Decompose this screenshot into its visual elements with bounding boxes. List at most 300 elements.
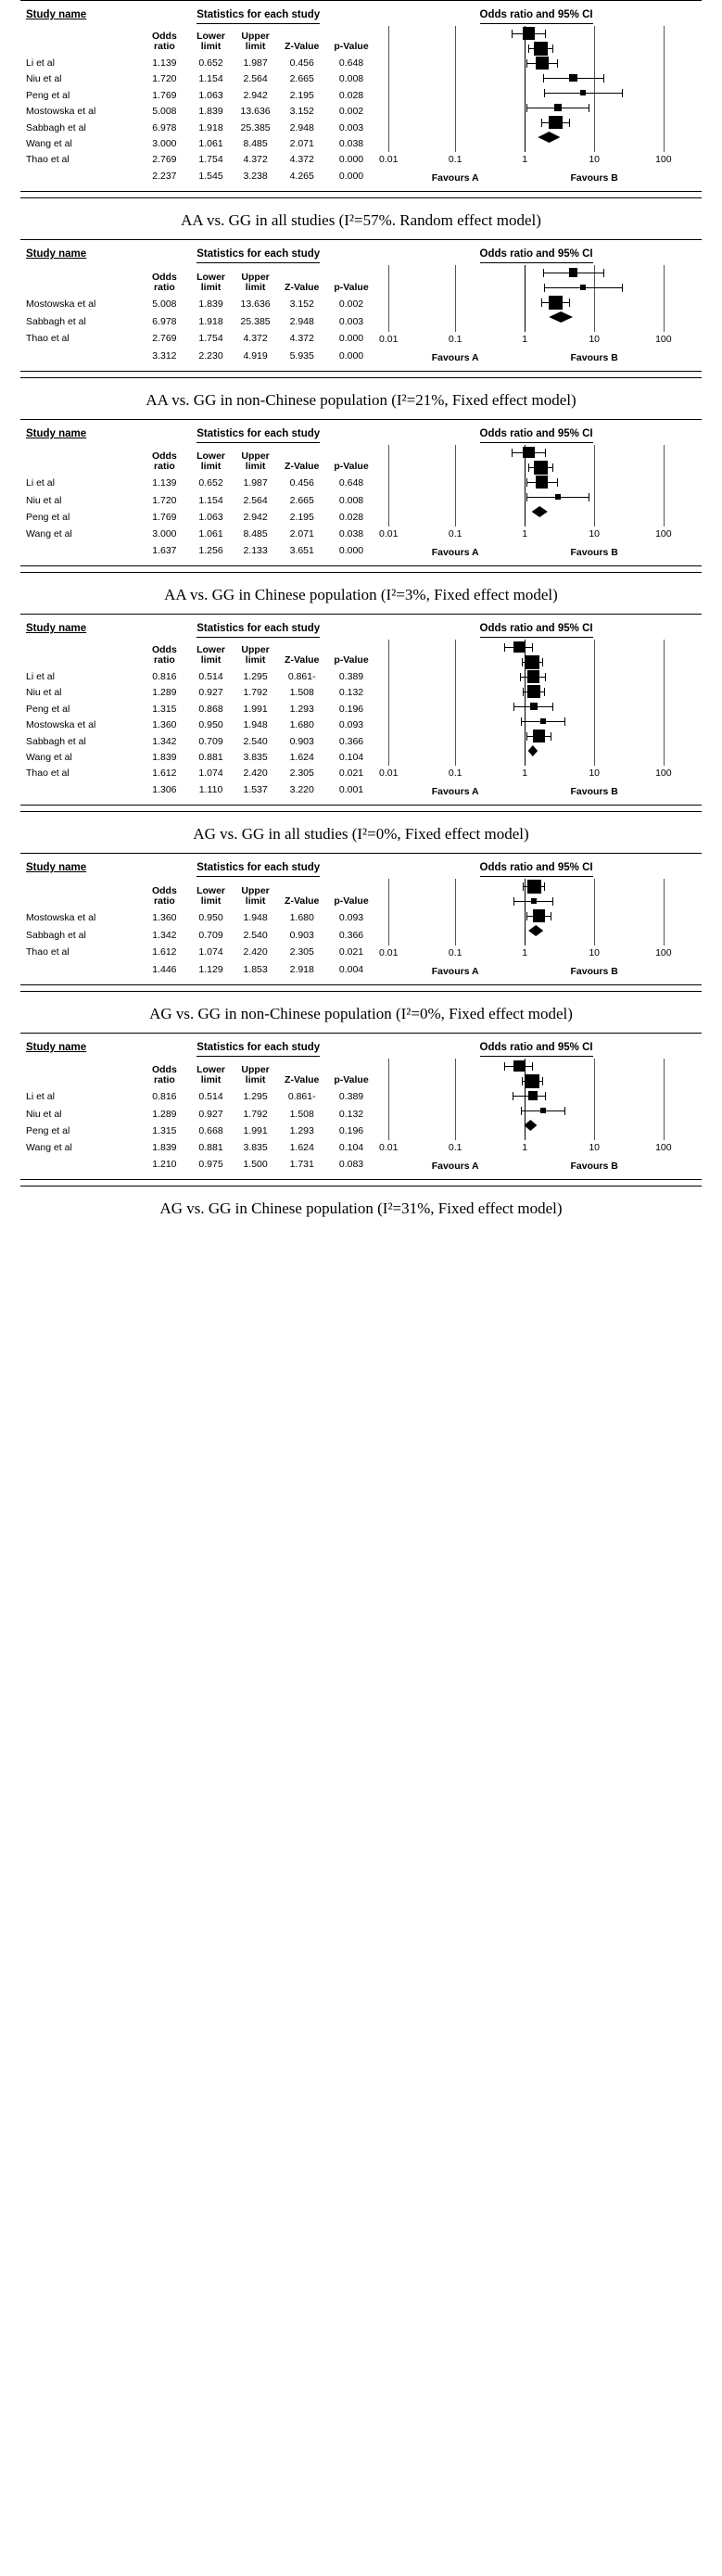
upper-limit-cell: 3.835 [243, 1141, 268, 1153]
upper-limit-cell: 25.385 [240, 121, 271, 133]
table-header-row [26, 1, 696, 22]
summary-z-value: 3.220 [289, 784, 314, 795]
subheader-limit: limit [200, 895, 222, 907]
subheader-lower: Lower [196, 271, 225, 283]
summary-diamond [524, 1120, 537, 1131]
axis-tick-label: 1 [522, 334, 528, 345]
axis-gridline [455, 879, 456, 945]
subheader-limit-upper: limit [245, 41, 266, 53]
upper-limit-cell: 2.564 [243, 73, 268, 85]
table-subheader-row [26, 875, 696, 907]
odds-ratio-cell: 1.612 [152, 946, 177, 958]
odds-ratio-cell: 1.769 [152, 511, 177, 523]
ci-cap [526, 104, 527, 112]
subheader-lower: Lower [196, 644, 225, 656]
header-odds-ratio-ci: Odds ratio and 95% CI [480, 1042, 593, 1057]
ci-cap [564, 1107, 565, 1115]
ci-cap [512, 449, 513, 457]
p-value-cell: 0.132 [338, 687, 364, 699]
upper-limit-cell: 1.792 [243, 1108, 268, 1120]
upper-limit-cell: 3.835 [243, 752, 268, 763]
header-study-name: Study name [26, 428, 87, 439]
p-value-cell: 0.132 [338, 1108, 364, 1120]
z-value-cell: 1.624 [289, 752, 314, 763]
summary-odds-ratio: 1.637 [152, 545, 177, 556]
subheader-z-value: Z-Value [285, 654, 320, 666]
summary-lower-limit: 1.129 [198, 964, 223, 975]
subheader-ratio: ratio [154, 281, 175, 293]
subheader-odds: Odds [151, 644, 177, 656]
study-name-cell: Mostowska et al [26, 298, 96, 311]
summary-odds-ratio: 3.312 [152, 350, 177, 362]
effect-size-marker [527, 685, 540, 698]
table-subheader-row [26, 22, 696, 52]
header-statistics: Statistics for each study [196, 1042, 320, 1057]
ci-cap [569, 119, 570, 127]
effect-size-marker [569, 74, 577, 82]
subheader-p-value: p-Value [334, 895, 369, 907]
header-odds-ratio-ci: Odds ratio and 95% CI [480, 862, 593, 877]
axis-gridline [525, 1059, 526, 1140]
header-statistics: Statistics for each study [196, 428, 320, 443]
upper-limit-cell: 1.948 [243, 912, 268, 924]
lower-limit-cell: 1.754 [198, 154, 223, 166]
forest-plot-aa-gg-all [20, 0, 702, 198]
axis-tick-row [379, 334, 672, 347]
axis-gridline [594, 1059, 595, 1140]
effect-size-marker [533, 730, 545, 742]
axis-gridline [455, 265, 456, 332]
odds-ratio-cell: 6.978 [152, 121, 177, 133]
table-header-row [26, 1034, 696, 1055]
odds-ratio-cell: 1.612 [152, 768, 177, 780]
z-value-cell: 2.948 [289, 121, 314, 133]
axis-gridline [594, 265, 595, 332]
effect-size-marker [534, 42, 548, 56]
z-value-cell: 1.680 [289, 912, 314, 924]
subheader-lower: Lower [196, 450, 225, 463]
forest-graph [386, 445, 664, 527]
summary-p-value: 0.000 [338, 350, 364, 362]
odds-ratio-cell: 1.720 [152, 494, 177, 506]
axis-gridline [455, 26, 456, 152]
odds-ratio-cell: 1.769 [152, 89, 177, 101]
upper-limit-cell: 1.987 [243, 57, 268, 69]
summary-z-value: 2.918 [289, 964, 314, 975]
table-subheader-row [26, 636, 696, 666]
axis-tick-label: 10 [589, 947, 601, 958]
p-value-cell: 0.104 [338, 1141, 364, 1153]
ci-cap [545, 1092, 546, 1100]
lower-limit-cell: 0.514 [198, 1091, 223, 1103]
favours-row [386, 352, 664, 369]
p-value-cell: 0.093 [338, 912, 364, 924]
p-value-cell: 0.008 [338, 494, 364, 506]
lower-limit-cell: 0.709 [198, 735, 223, 747]
subheader-limit-upper: limit [245, 281, 266, 293]
forest-plot-block [0, 0, 722, 239]
ci-cap [526, 493, 527, 501]
ci-cap [544, 284, 545, 292]
ci-cap [569, 298, 570, 307]
axis-tick-label: 0.1 [448, 947, 462, 958]
study-name-cell: Thao et al [26, 154, 70, 166]
study-name-cell: Wang et al [26, 527, 72, 539]
axis-tick-label: 1 [522, 528, 528, 539]
axis-tick-label: 100 [655, 334, 672, 345]
forest-graph [386, 879, 664, 945]
summary-z-value: 5.935 [289, 350, 314, 362]
meta-analysis-table [26, 1, 696, 189]
header-odds-ratio-ci: Odds ratio and 95% CI [480, 428, 593, 443]
lower-limit-cell: 1.754 [198, 333, 223, 345]
p-value-cell: 0.000 [338, 333, 364, 345]
ci-cap [521, 717, 522, 726]
odds-ratio-cell: 1.360 [152, 719, 177, 731]
ci-cap [603, 269, 604, 277]
study-name-cell: Peng et al [26, 1124, 70, 1136]
axis-tick-label: 0.01 [379, 528, 399, 539]
effect-size-marker [530, 703, 538, 710]
summary-label [26, 165, 140, 182]
ci-cap [544, 89, 545, 97]
ci-cap [544, 688, 545, 696]
favours-a-label: Favours A [431, 786, 479, 797]
study-name-cell: Niu et al [26, 687, 62, 699]
axis-tick-label: 1 [522, 1142, 528, 1153]
study-name-cell: Sabbagh et al [26, 735, 86, 747]
p-value-cell: 0.648 [338, 57, 364, 69]
summary-p-value: 0.000 [338, 545, 364, 556]
upper-limit-cell: 1.295 [243, 1091, 268, 1103]
axis-tick-label: 0.1 [448, 334, 462, 345]
summary-diamond [528, 925, 543, 936]
axis-tick-row [379, 947, 672, 960]
effect-size-marker [549, 296, 563, 310]
upper-limit-cell: 8.485 [243, 527, 268, 539]
subheader-lower: Lower [196, 884, 225, 896]
summary-lower-limit: 2.230 [198, 350, 223, 362]
p-value-cell: 0.021 [338, 946, 364, 958]
upper-limit-cell: 2.942 [243, 89, 268, 101]
subheader-z-value: Z-Value [285, 895, 320, 907]
summary-upper-limit: 1.853 [243, 964, 268, 975]
z-value-cell: 4.372 [289, 154, 314, 166]
axis-tick-label: 0.01 [379, 768, 399, 779]
meta-analysis-table [26, 854, 696, 983]
favours-b-label: Favours B [570, 966, 618, 977]
effect-size-marker [554, 104, 563, 112]
odds-ratio-cell: 1.360 [152, 912, 177, 924]
ci-cap [526, 59, 527, 68]
odds-ratio-cell: 1.289 [152, 1108, 177, 1120]
lower-limit-cell: 0.927 [198, 1108, 223, 1120]
forest-plot-aa-gg-chinese [20, 419, 702, 573]
subheader-ratio: ratio [154, 654, 175, 666]
odds-ratio-cell: 3.000 [152, 138, 177, 149]
forest-plot-block [0, 419, 722, 614]
p-value-cell: 0.093 [338, 719, 364, 731]
axis-gridline [664, 640, 665, 766]
axis-gridline [664, 1059, 665, 1140]
summary-diamond [528, 745, 538, 756]
p-value-cell: 0.389 [338, 1091, 364, 1103]
header-odds-ratio-ci: Odds ratio and 95% CI [480, 623, 593, 638]
summary-upper-limit: 1.537 [243, 784, 268, 795]
favours-a-label: Favours A [431, 352, 479, 363]
upper-limit-cell: 2.942 [243, 511, 268, 523]
axis-gridline [388, 879, 389, 945]
subheader-upper: Upper [241, 271, 270, 283]
subheader-limit: limit [200, 281, 222, 293]
summary-p-value: 0.001 [338, 784, 364, 795]
axis-gridline [388, 26, 389, 152]
axis-tick-label: 1 [522, 154, 528, 165]
effect-size-marker [527, 880, 541, 894]
header-statistics: Statistics for each study [196, 248, 320, 263]
ci-cap [513, 703, 514, 711]
lower-limit-cell: 1.918 [198, 121, 223, 133]
figure-caption: AG vs. GG in all studies (I²=0%, Fixed effect model) [193, 825, 529, 843]
study-name-cell: Li et al [26, 57, 55, 69]
axis-tick-label: 0.01 [379, 947, 399, 958]
header-statistics: Statistics for each study [196, 862, 320, 877]
ci-cap [557, 59, 558, 68]
axis-tick-label: 0.01 [379, 334, 399, 345]
forest-plot-aa-gg-nonchinese [20, 239, 702, 378]
meta-analysis-table [26, 240, 696, 369]
summary-lower-limit: 1.545 [198, 171, 223, 182]
axis-tick-label: 1 [522, 768, 528, 779]
header-study-name: Study name [26, 623, 87, 634]
axis-gridline [664, 879, 665, 945]
odds-ratio-cell: 1.720 [152, 73, 177, 85]
upper-limit-cell: 13.636 [240, 106, 271, 118]
table-bottom-rule [20, 197, 702, 198]
summary-label [26, 779, 140, 795]
odds-ratio-cell: 1.839 [152, 1141, 177, 1153]
upper-limit-cell: 4.372 [243, 154, 268, 166]
favours-row [386, 172, 664, 189]
lower-limit-cell: 0.652 [198, 57, 223, 69]
favours-b-label: Favours B [570, 786, 618, 797]
ci-cap [528, 44, 529, 53]
upper-limit-cell: 2.420 [243, 946, 268, 958]
effect-size-marker [526, 1074, 539, 1088]
lower-limit-cell: 0.950 [198, 719, 223, 731]
table-subheader-row [26, 261, 696, 293]
favours-a-label: Favours A [431, 547, 479, 558]
header-odds-ratio-ci: Odds ratio and 95% CI [480, 9, 593, 24]
z-value-cell: 2.665 [289, 494, 314, 506]
favours-row [386, 547, 664, 564]
lower-limit-cell: 0.927 [198, 687, 223, 699]
effect-size-marker [580, 90, 586, 95]
lower-limit-cell: 0.881 [198, 752, 223, 763]
ci-cap [545, 30, 546, 38]
ci-cap [504, 643, 505, 652]
subheader-upper: Upper [241, 644, 270, 656]
study-name-cell: Thao et al [26, 946, 70, 958]
odds-ratio-cell: 0.816 [152, 670, 177, 682]
lower-limit-cell: 1.074 [198, 946, 223, 958]
summary-label [26, 958, 140, 975]
table-bottom-rule [20, 377, 702, 378]
subheader-upper: Upper [241, 1064, 270, 1076]
p-value-cell: 0.000 [338, 154, 364, 166]
axis-tick-label: 100 [655, 154, 672, 165]
subheader-odds: Odds [151, 450, 177, 463]
forest-graph [386, 26, 664, 152]
summary-diamond [549, 311, 573, 323]
ci-cap [521, 1107, 522, 1115]
effect-size-marker [533, 909, 545, 921]
axis-tick-label: 100 [655, 1142, 672, 1153]
p-value-cell: 0.008 [338, 73, 364, 85]
forest-plot-block [0, 853, 722, 1033]
p-value-cell: 0.028 [338, 89, 364, 101]
subheader-upper: Upper [241, 31, 270, 43]
figure-caption: AA vs. GG in all studies (I²=57%. Random effect model) [181, 211, 541, 229]
summary-z-value: 3.651 [289, 545, 314, 556]
subheader-upper: Upper [241, 450, 270, 463]
summary-odds-ratio: 1.210 [152, 1159, 177, 1170]
study-name-cell: Peng et al [26, 89, 70, 101]
table-bottom-rule [20, 811, 702, 812]
header-statistics: Statistics for each study [196, 623, 320, 638]
study-name-cell: Thao et al [26, 768, 70, 780]
ci-cap [564, 717, 565, 726]
upper-limit-cell: 1.792 [243, 687, 268, 699]
lower-limit-cell: 1.839 [198, 106, 223, 118]
subheader-z-value: Z-Value [285, 41, 320, 53]
odds-ratio-cell: 0.816 [152, 1091, 177, 1103]
subheader-lower: Lower [196, 1064, 225, 1076]
ci-cap [523, 882, 524, 891]
axis-tick-label: 0.1 [448, 154, 462, 165]
upper-limit-cell: 2.540 [243, 929, 268, 941]
table-subheader-row [26, 1055, 696, 1085]
p-value-cell: 0.003 [338, 121, 364, 133]
ci-cap [520, 673, 521, 681]
odds-ratio-cell: 1.315 [152, 703, 177, 715]
axis-tick-label: 0.1 [448, 528, 462, 539]
axis-gridline [525, 265, 526, 332]
effect-size-marker [513, 1060, 525, 1072]
study-name-cell: Li et al [26, 1091, 55, 1103]
study-name-cell: Sabbagh et al [26, 929, 86, 941]
study-name-cell: Wang et al [26, 752, 72, 763]
summary-odds-ratio: 2.237 [152, 171, 177, 182]
effect-size-marker [523, 27, 535, 39]
z-value-cell: 1.293 [289, 703, 314, 715]
ci-cap [513, 897, 514, 906]
upper-limit-cell: 2.564 [243, 494, 268, 506]
favours-row [386, 966, 664, 983]
z-value-cell: 0.861- [287, 1091, 316, 1103]
effect-size-marker [555, 494, 561, 500]
study-name-cell: Thao et al [26, 333, 70, 345]
subheader-z-value: Z-Value [285, 281, 320, 293]
subheader-ratio: ratio [154, 895, 175, 907]
odds-ratio-cell: 1.839 [152, 752, 177, 763]
forest-plot-block [0, 614, 722, 853]
subheader-limit: limit [200, 41, 222, 53]
ci-cap [552, 897, 553, 906]
z-value-cell: 2.305 [289, 768, 314, 780]
z-value-cell: 2.195 [289, 511, 314, 523]
subheader-lower: Lower [196, 31, 225, 43]
z-value-cell: 0.861- [287, 670, 316, 682]
axis-tick-label: 100 [655, 768, 672, 779]
lower-limit-cell: 1.074 [198, 768, 223, 780]
favours-b-label: Favours B [570, 352, 618, 363]
summary-label [26, 1153, 140, 1170]
table-header-row [26, 615, 696, 636]
z-value-cell: 2.071 [289, 138, 314, 149]
subheader-p-value: p-Value [334, 461, 369, 473]
summary-z-value: 4.265 [289, 171, 314, 182]
summary-p-value: 0.000 [338, 171, 364, 182]
ci-cap [557, 478, 558, 487]
z-value-cell: 0.456 [289, 57, 314, 69]
subheader-limit-upper: limit [245, 654, 266, 666]
study-name-cell: Wang et al [26, 1141, 72, 1153]
lower-limit-cell: 0.868 [198, 703, 223, 715]
axis-tick-label: 0.01 [379, 154, 399, 165]
favours-b-label: Favours B [570, 547, 618, 558]
odds-ratio-cell: 1.342 [152, 929, 177, 941]
ci-cap [526, 912, 527, 920]
ci-cap [528, 463, 529, 472]
effect-size-marker [540, 718, 546, 724]
ci-cap [552, 44, 553, 53]
p-value-cell: 0.196 [338, 1124, 364, 1136]
subheader-upper: Upper [241, 884, 270, 896]
lower-limit-cell: 0.709 [198, 929, 223, 941]
lower-limit-cell: 1.839 [198, 298, 223, 311]
p-value-cell: 0.002 [338, 298, 364, 311]
axis-gridline [388, 1059, 389, 1140]
upper-limit-cell: 2.540 [243, 735, 268, 747]
p-value-cell: 0.196 [338, 703, 364, 715]
odds-ratio-cell: 2.769 [152, 333, 177, 345]
forest-plot-block [0, 239, 722, 419]
z-value-cell: 0.903 [289, 735, 314, 747]
lower-limit-cell: 1.063 [198, 89, 223, 101]
lower-limit-cell: 0.881 [198, 1141, 223, 1153]
ci-cap [545, 449, 546, 457]
lower-limit-cell: 0.950 [198, 912, 223, 924]
summary-odds-ratio: 1.306 [152, 784, 177, 795]
effect-size-marker [540, 1108, 546, 1113]
ci-cap [542, 658, 543, 666]
effect-size-marker [534, 461, 548, 475]
axis-gridline [455, 640, 456, 766]
odds-ratio-cell: 6.978 [152, 315, 177, 327]
lower-limit-cell: 0.652 [198, 477, 223, 489]
study-name-cell: Mostowska et al [26, 719, 96, 731]
ci-cap [545, 673, 546, 681]
summary-upper-limit: 2.133 [243, 545, 268, 556]
summary-p-value: 0.083 [338, 1159, 364, 1170]
effect-size-marker [527, 670, 539, 682]
ci-cap [552, 703, 553, 711]
study-name-cell: Peng et al [26, 511, 70, 523]
forest-plot-block [0, 1033, 722, 1227]
z-value-cell: 3.152 [289, 298, 314, 311]
ci-cap [552, 463, 553, 472]
